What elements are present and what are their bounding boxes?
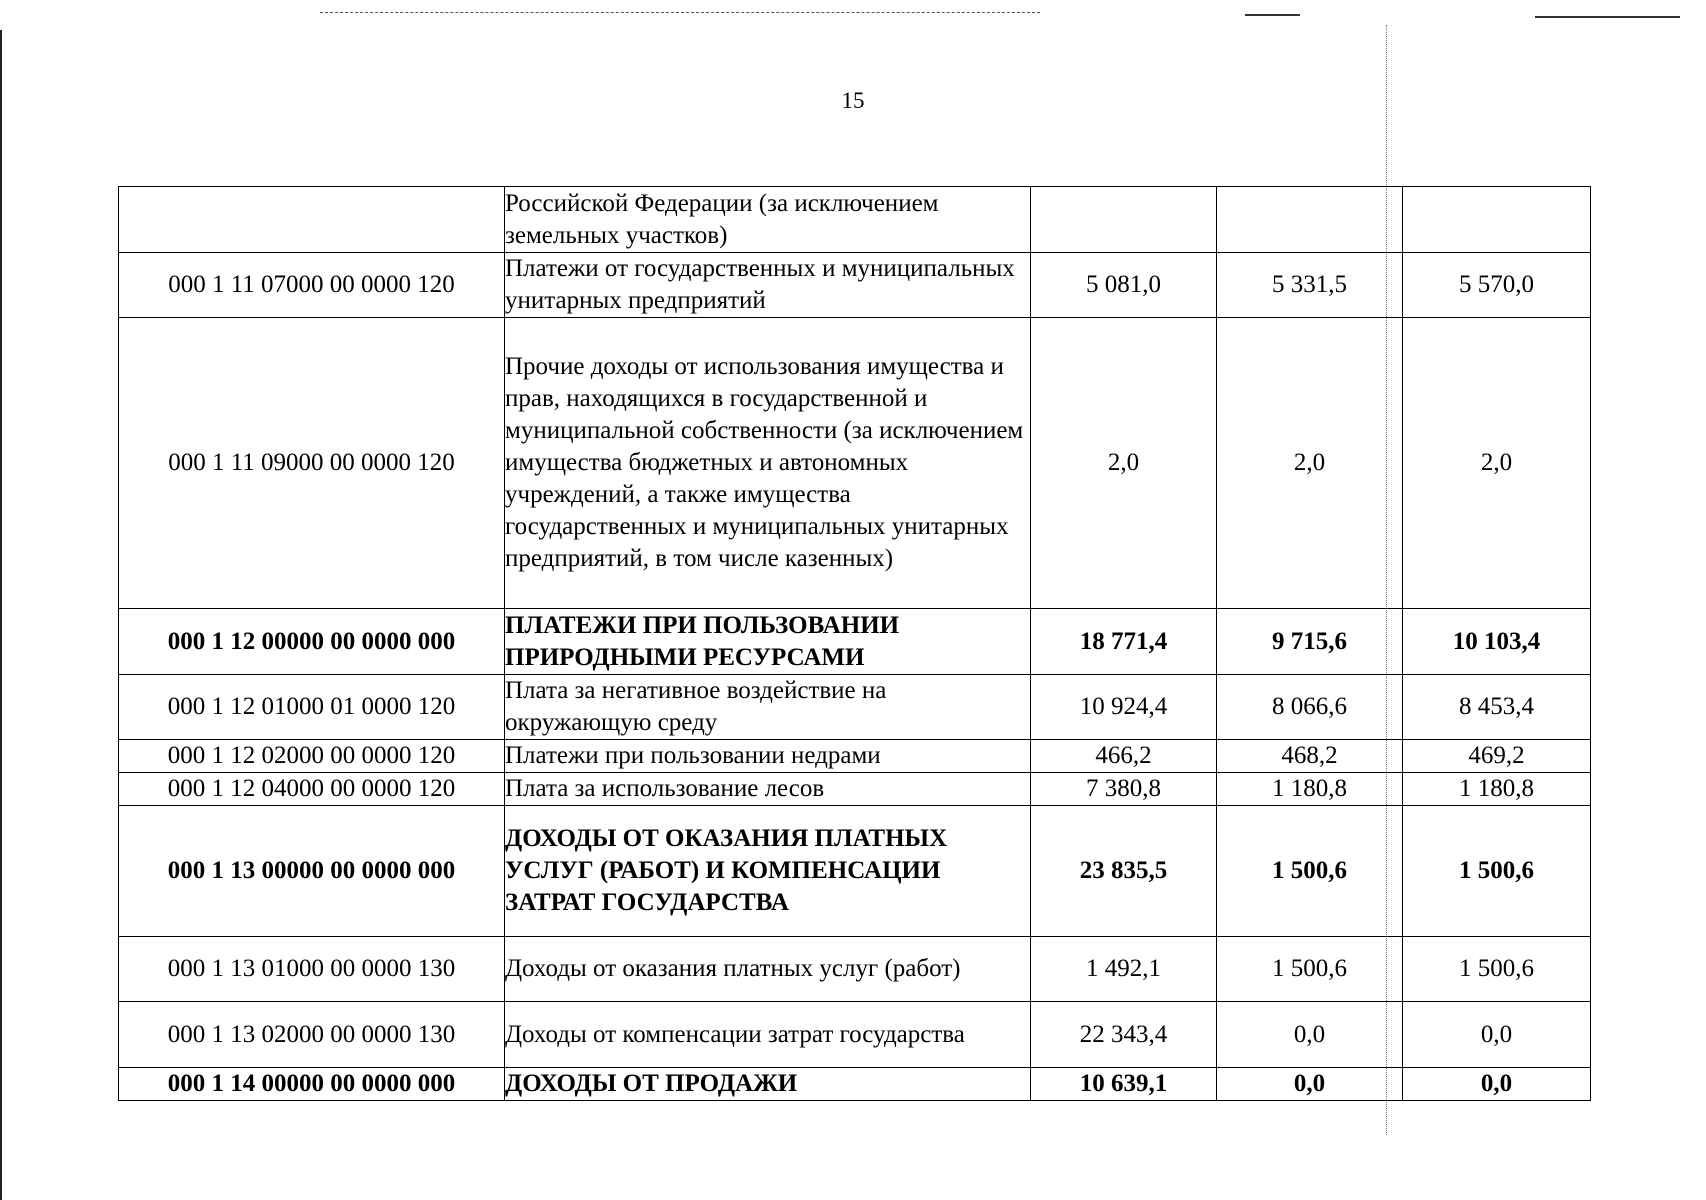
value-cell-3: 5 570,0 bbox=[1403, 253, 1591, 318]
table-row bbox=[119, 187, 1591, 253]
budget-code-cell: 000 1 12 01000 01 0000 120 bbox=[119, 675, 505, 740]
value-cell-3: 8 453,4 bbox=[1403, 675, 1591, 740]
value-cell-2: 8 066,6 bbox=[1217, 675, 1403, 740]
revenue-name-cell: ДОХОДЫ ОТ ПРОДАЖИ bbox=[505, 1068, 1031, 1101]
value-cell-2: 468,2 bbox=[1217, 740, 1403, 773]
value-cell-1: 10 924,4 bbox=[1031, 675, 1217, 740]
budget-code-cell: 000 1 13 02000 00 0000 130 bbox=[119, 1002, 505, 1068]
page-number: 15 bbox=[841, 88, 865, 113]
revenue-name-cell: Доходы от компенсации затрат государства bbox=[505, 1002, 1031, 1068]
value-cell-1: 10 639,1 bbox=[1031, 1068, 1217, 1101]
value-cell-1: 5 081,0 bbox=[1031, 253, 1217, 318]
table-row bbox=[119, 773, 1591, 806]
value-cell-3 bbox=[1403, 187, 1591, 253]
table-row bbox=[119, 1068, 1591, 1101]
revenue-table-body bbox=[119, 187, 1591, 1101]
budget-code-cell: 000 1 11 09000 00 0000 120 bbox=[119, 318, 505, 609]
table-row bbox=[119, 740, 1591, 773]
budget-code-cell bbox=[119, 187, 505, 253]
revenue-name-cell: Платежи от государственных и муниципальных унитарных предприятий bbox=[505, 253, 1031, 318]
revenue-name-cell: Платежи при пользовании недрами bbox=[505, 740, 1031, 773]
value-cell-3: 1 180,8 bbox=[1403, 773, 1591, 806]
value-cell-1: 7 380,8 bbox=[1031, 773, 1217, 806]
scan-artifact-left-edge bbox=[0, 30, 2, 1200]
revenue-name-cell: ДОХОДЫ ОТ ОКАЗАНИЯ ПЛАТНЫХ УСЛУГ (РАБОТ) И КОМПЕНСАЦИИ ЗАТРАТ ГОСУДАРСТВА bbox=[505, 806, 1031, 937]
value-cell-2: 9 715,6 bbox=[1217, 609, 1403, 675]
budget-code-cell: 000 1 13 00000 00 0000 000 bbox=[119, 806, 505, 937]
scan-artifact-top-line-right bbox=[1535, 16, 1680, 18]
value-cell-3: 1 500,6 bbox=[1403, 806, 1591, 937]
table-row bbox=[119, 937, 1591, 1002]
revenue-name-cell: Российской Федерации (за исключением земельных участков) bbox=[505, 187, 1031, 253]
budget-code-cell: 000 1 14 00000 00 0000 000 bbox=[119, 1068, 505, 1101]
revenue-name-cell: Доходы от оказания платных услуг (работ) bbox=[505, 937, 1031, 1002]
value-cell-1: 1 492,1 bbox=[1031, 937, 1217, 1002]
value-cell-2: 1 180,8 bbox=[1217, 773, 1403, 806]
budget-code-cell: 000 1 12 00000 00 0000 000 bbox=[119, 609, 505, 675]
table-row bbox=[119, 806, 1591, 937]
value-cell-2: 2,0 bbox=[1217, 318, 1403, 609]
revenue-name-cell: Плата за использование лесов bbox=[505, 773, 1031, 806]
revenue-name-cell: ПЛАТЕЖИ ПРИ ПОЛЬЗОВАНИИ ПРИРОДНЫМИ РЕСУРСАМИ bbox=[505, 609, 1031, 675]
value-cell-1: 22 343,4 bbox=[1031, 1002, 1217, 1068]
budget-code-cell: 000 1 11 07000 00 0000 120 bbox=[119, 253, 505, 318]
scan-artifact-top-line bbox=[1245, 14, 1300, 16]
revenue-name-cell: Плата за негативное воздействие на окружающую среду bbox=[505, 675, 1031, 740]
revenue-name-cell: Прочие доходы от использования имущества и прав, находящихся в государственной и муниципальной собственности (за исключением имущества бюджетных и автономных учреждений, а также имущества государственных и муниципальных унитарных предприятий, в том числе казенных) bbox=[505, 318, 1031, 609]
value-cell-3: 10 103,4 bbox=[1403, 609, 1591, 675]
value-cell-2 bbox=[1217, 187, 1403, 253]
table-row bbox=[119, 609, 1591, 675]
scan-artifact-top bbox=[320, 12, 1040, 13]
value-cell-3: 2,0 bbox=[1403, 318, 1591, 609]
value-cell-3: 469,2 bbox=[1403, 740, 1591, 773]
table-row bbox=[119, 1002, 1591, 1068]
value-cell-3: 1 500,6 bbox=[1403, 937, 1591, 1002]
budget-code-cell: 000 1 12 02000 00 0000 120 bbox=[119, 740, 505, 773]
revenue-table bbox=[118, 186, 1591, 1101]
table-row bbox=[119, 675, 1591, 740]
value-cell-2: 5 331,5 bbox=[1217, 253, 1403, 318]
value-cell-1: 18 771,4 bbox=[1031, 609, 1217, 675]
value-cell-2: 1 500,6 bbox=[1217, 937, 1403, 1002]
table-row bbox=[119, 253, 1591, 318]
value-cell-2: 1 500,6 bbox=[1217, 806, 1403, 937]
value-cell-2: 0,0 bbox=[1217, 1002, 1403, 1068]
value-cell-3: 0,0 bbox=[1403, 1068, 1591, 1101]
value-cell-2: 0,0 bbox=[1217, 1068, 1403, 1101]
value-cell-1: 2,0 bbox=[1031, 318, 1217, 609]
value-cell-1 bbox=[1031, 187, 1217, 253]
budget-code-cell: 000 1 13 01000 00 0000 130 bbox=[119, 937, 505, 1002]
value-cell-1: 466,2 bbox=[1031, 740, 1217, 773]
value-cell-3: 0,0 bbox=[1403, 1002, 1591, 1068]
value-cell-1: 23 835,5 bbox=[1031, 806, 1217, 937]
table-row bbox=[119, 318, 1591, 609]
budget-code-cell: 000 1 12 04000 00 0000 120 bbox=[119, 773, 505, 806]
